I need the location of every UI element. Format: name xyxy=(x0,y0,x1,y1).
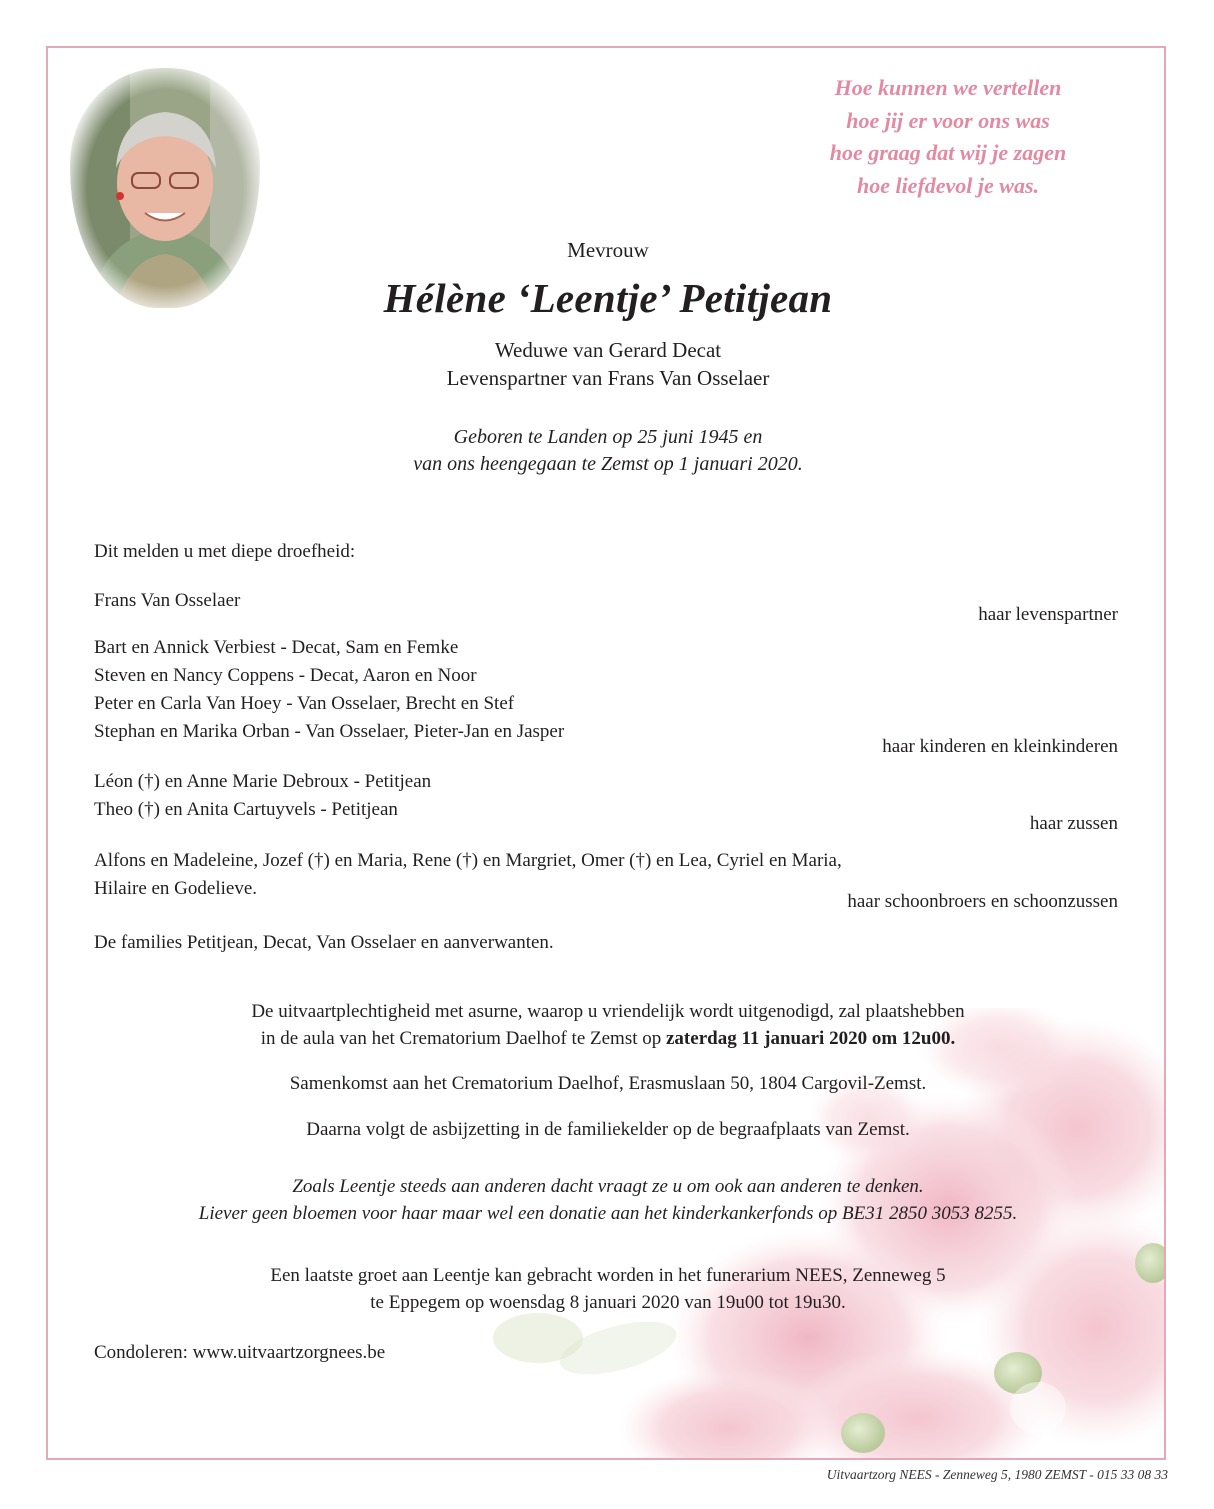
deceased-portrait-photo xyxy=(70,68,260,308)
visitation-details xyxy=(48,1262,1166,1316)
poem-line: hoe jij er voor ons was xyxy=(846,107,1050,133)
mourner-list xyxy=(94,587,240,615)
mourner-name: Léon (†) en Anne Marie Debroux - Petitjean xyxy=(94,771,432,792)
mourner-name: Frans Van Osselaer xyxy=(94,590,241,611)
birth-line: Geboren te Landen op 25 juni 1945 en xyxy=(453,426,763,448)
visitation-line: Een laatste groet aan Leentje kan gebracht worden in het funerarium NEES, Zenneweg 5 xyxy=(270,1265,946,1286)
interment-line: Daarna volgt de asbijzetting in de familiekelder op de begraafplaats van Zemst. xyxy=(306,1119,910,1140)
donation-request xyxy=(48,1173,1166,1227)
poem xyxy=(778,72,1118,202)
relation-widow: Weduwe van Gerard Decat xyxy=(494,338,722,362)
birth-death-dates xyxy=(48,424,1166,478)
mourner-name: Hilaire en Godelieve. xyxy=(94,878,258,899)
mourner-role: haar levenspartner xyxy=(978,604,1118,625)
donation-line: Zoals Leentje steeds aan anderen dacht vraagt ze u om ook aan anderen te denken. xyxy=(292,1176,924,1197)
poem-line: hoe liefdevol je was. xyxy=(856,172,1040,198)
relation-partner: Levenspartner van Frans Van Osselaer xyxy=(446,366,770,390)
mourner-name: Stephan en Marika Orban - Van Osselaer, Pieter-Jan en Jasper xyxy=(94,721,565,742)
visitation-line: te Eppegem op woensdag 8 januari 2020 van 19u00 tot 19u30. xyxy=(370,1292,846,1313)
mourner-name: Alfons en Madeleine, Jozef (†) en Maria, Rene (†) en Margriet, Omer (†) en Lea, Cyriel en Maria, xyxy=(94,850,842,871)
mourner-name: Peter en Carla Van Hoey - Van Osselaer, Brecht en Stef xyxy=(94,693,515,714)
mourner-name: Bart en Annick Verbiest - Decat, Sam en Femke xyxy=(94,637,459,658)
condolence-website: Condoleren: www.uitvaartzorgnees.be xyxy=(94,1342,386,1363)
donation-line: Liever geen bloemen voor haar maar wel een donatie aan het kinderkankerfonds op BE31 2850 3053 8255. xyxy=(198,1203,1018,1224)
ceremony-location: in de aula van het Crematorium Daelhof te Zemst op xyxy=(260,1028,666,1049)
gathering-line: Samenkomst aan het Crematorium Daelhof, Erasmuslaan 50, 1804 Cargovil-Zemst. xyxy=(289,1073,927,1094)
mourner-name: Theo (†) en Anita Cartuyvels - Petitjean xyxy=(94,799,398,820)
ceremony-date-time: zaterdag 11 januari 2020 om 12u00. xyxy=(666,1028,956,1049)
funeral-home-footer: Uitvaartzorg NEES - Zenneweg 5, 1980 ZEMST - 015 33 08 33 xyxy=(826,1467,1168,1482)
ceremony-details xyxy=(48,998,1166,1052)
death-line: van ons heengegaan te Zemst op 1 januari 2020. xyxy=(413,453,803,475)
families-line: De families Petitjean, Decat, Van Osselaer en aanverwanten. xyxy=(94,932,554,953)
ceremony-line: De uitvaartplechtigheid met asurne, waarop u vriendelijk wordt uitgenodigd, zal plaatshebben xyxy=(251,1001,965,1022)
mourner-list xyxy=(94,634,564,746)
mourner-role: haar schoonbroers en schoonzussen xyxy=(847,891,1118,912)
mourner-list xyxy=(94,847,842,903)
ceremony-line xyxy=(48,1025,1166,1052)
mourner-list xyxy=(94,768,431,824)
obituary-card xyxy=(46,46,1166,1460)
announcement-intro: Dit melden u met diepe droefheid: xyxy=(94,541,356,562)
salutation: Mevrouw xyxy=(567,238,649,262)
mourner-name: Steven en Nancy Coppens - Decat, Aaron en Noor xyxy=(94,665,477,686)
mourner-role: haar zussen xyxy=(1029,813,1118,834)
poem-line: hoe graag dat wij je zagen xyxy=(829,140,1067,165)
poem-line: Hoe kunnen we vertellen xyxy=(834,75,1062,100)
deceased-name: Hélène ‘Leentje’ Petitjean xyxy=(383,275,833,321)
mourner-role: haar kinderen en kleinkinderen xyxy=(882,736,1118,757)
